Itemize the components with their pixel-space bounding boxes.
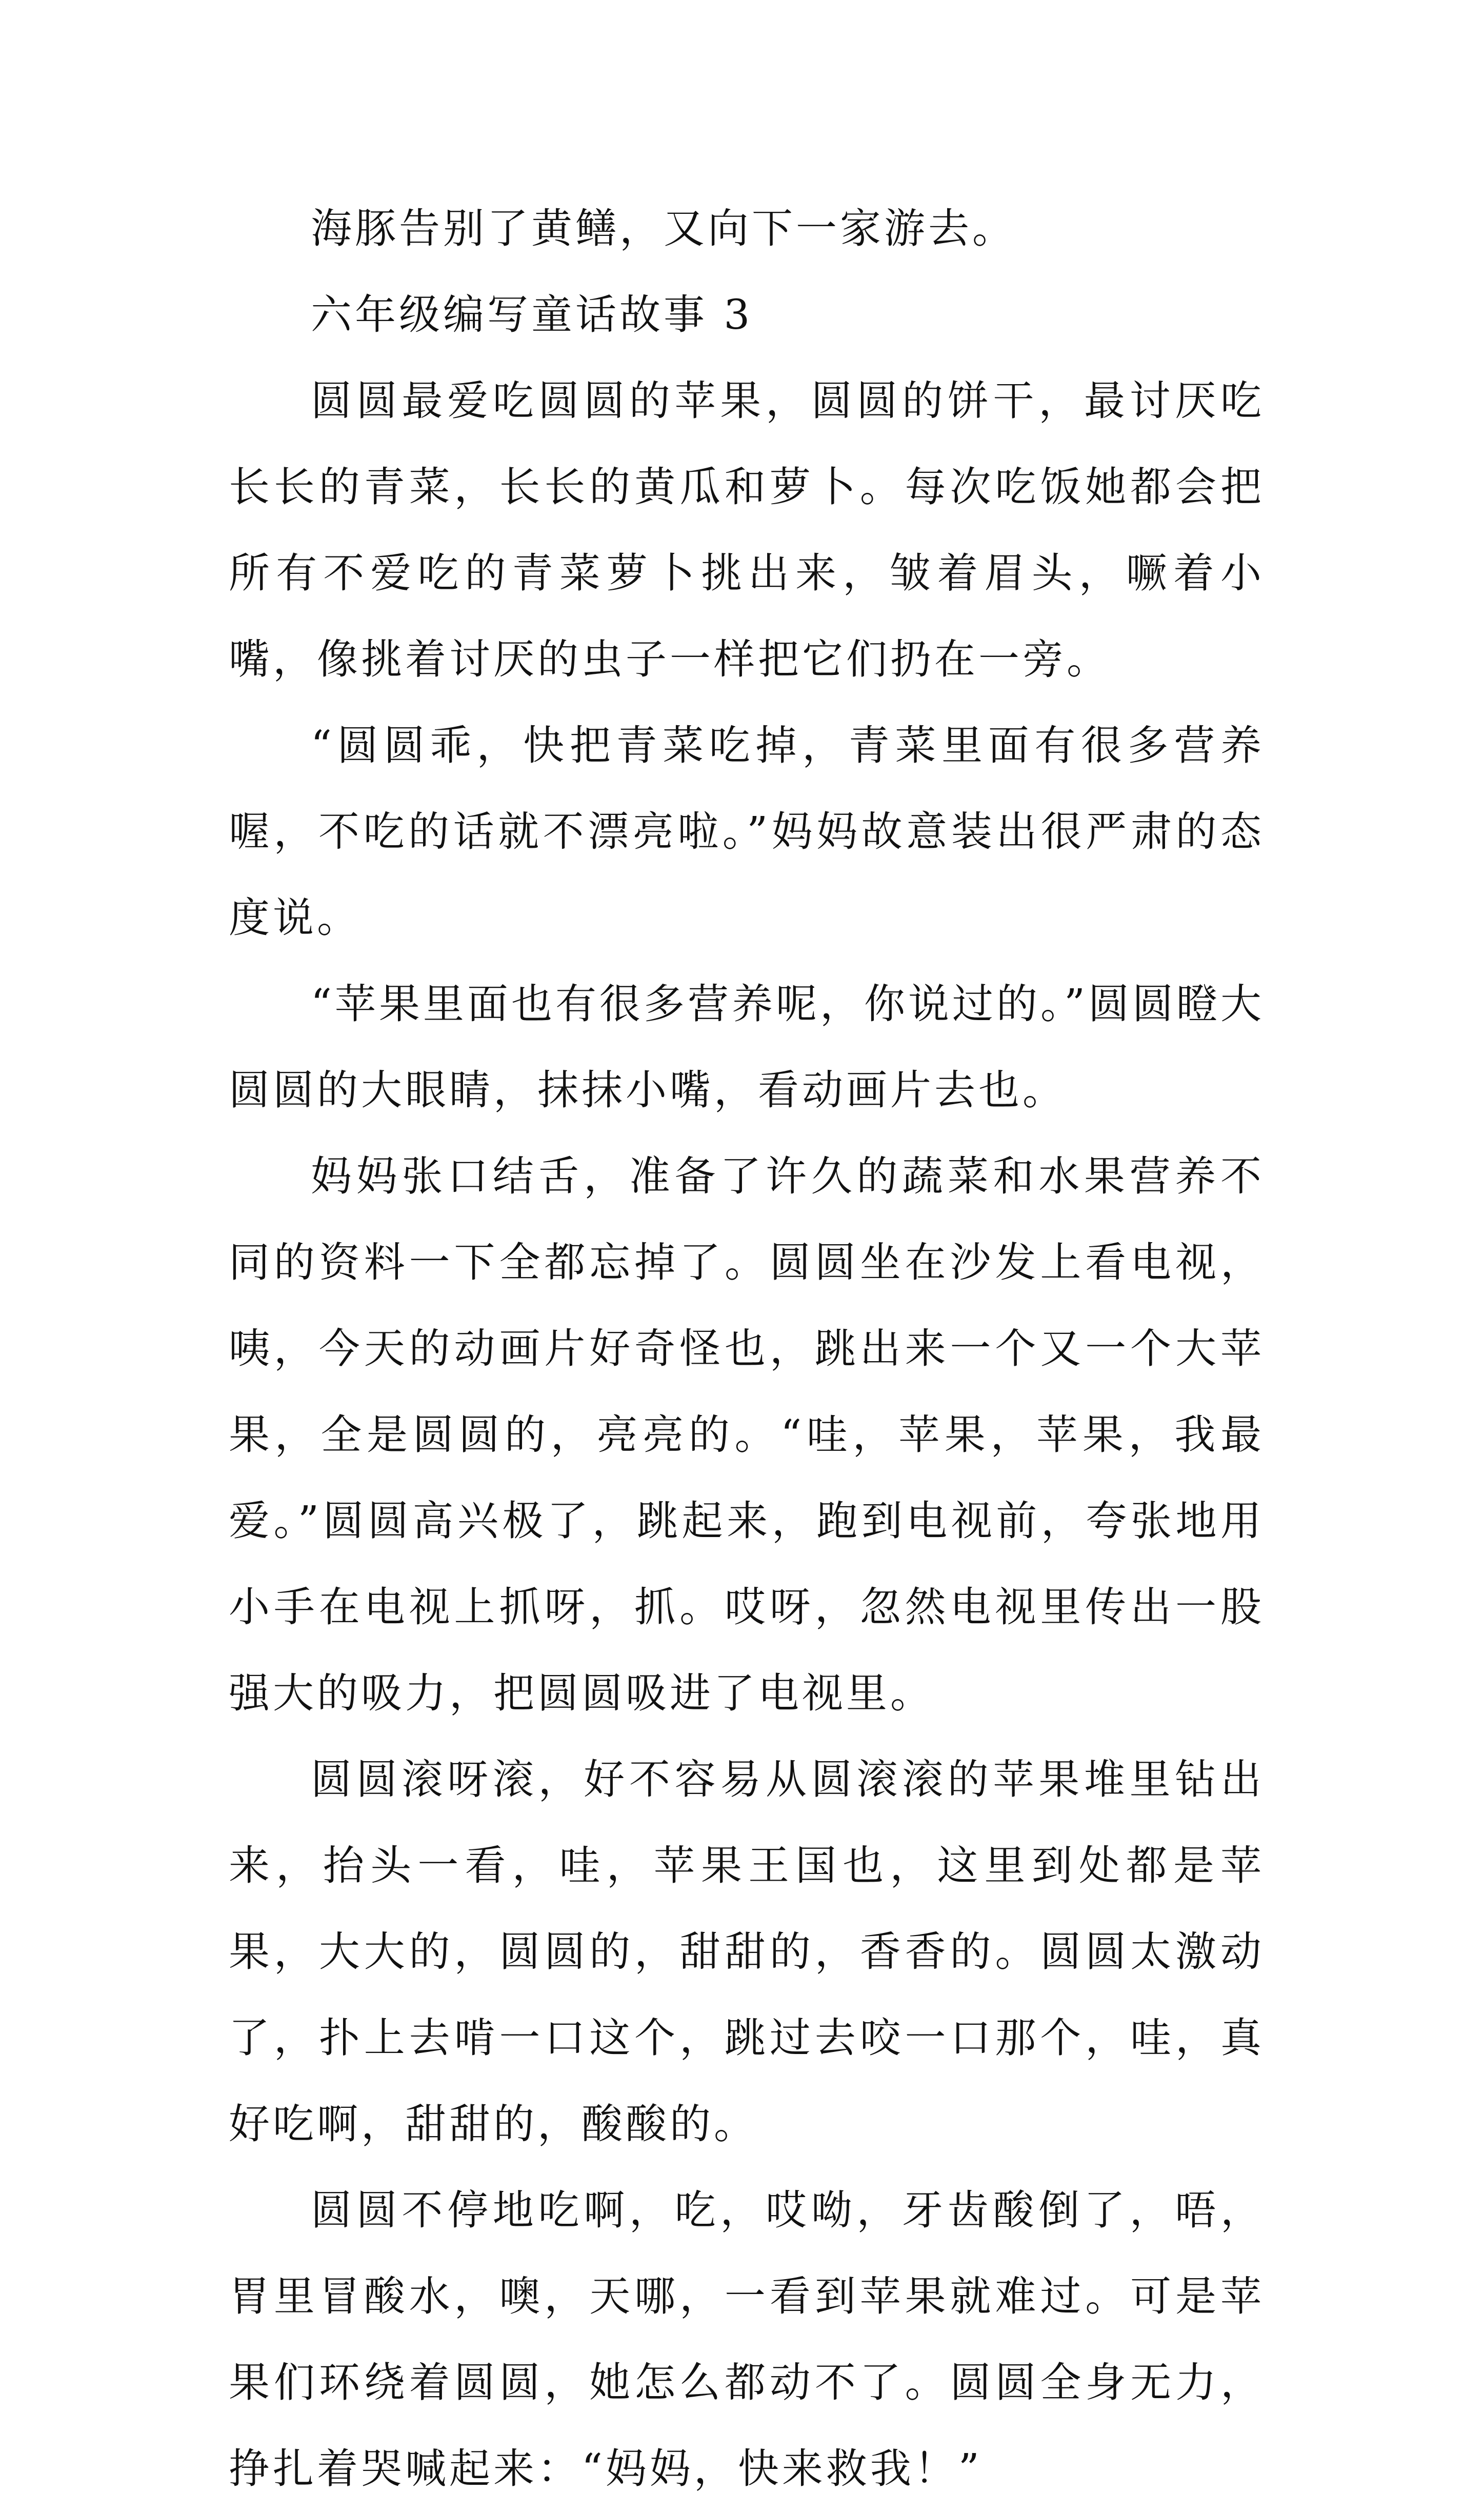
paragraph-into-tv: 妈妈张口结舌，准备了许久的蔬菜和水果营养不同的资料一下全都忘掉了。圆圆坐在沙发上看电视，咦，今天的动画片好奇怪也，跳出来一个又一个大苹果，全是圆圆的，亮亮的。“哇，苹果，苹果，我最爱。”圆圆高兴极了，跳起来，跑到电视前，夸张地用小手在电视上抓呀，抓。哎呀，忽然电视里传出一股强大的吸力，把圆圆吸进了电视里。 <box>229 1152 1265 1717</box>
paragraph-mother-speaks: “圆圆乖，快把青菜吃掉，青菜里面有很多营养喔，不吃的话就不漂亮啦。”妈妈故意装出很严肃的态度说。 <box>229 722 1265 942</box>
story-heading: 六年级编写童话故事 3 <box>311 291 753 338</box>
paragraph-apple-kingdom: 圆圆滚呀滚，好不容易从圆滚滚的苹果堆里钻出来，抬头一看，哇，苹果王国也，这里到处都是苹果，大大的，圆圆的，甜甜的，香香的。圆圆太激动了，扑上去啃一口这个，跳过去咬一口那个，哇，真好吃啊，甜甜的，酸酸的。 <box>229 1756 1265 2148</box>
document-body <box>229 186 1265 2512</box>
paragraph-cry-for-help: 圆圆不停地吃啊，吃，哎呦，牙齿酸倒了，唔，胃里冒酸水，噢，天哪，一看到苹果就难过。可是苹果们环绕着圆圆，她怎么都动不了。圆圆全身无力，挣扎着哭喊起来：“妈妈，快来救我！” <box>229 2186 1265 2493</box>
paragraph-yuanyuan-intro: 圆圆最爱吃圆圆的苹果，圆圆的饼干，最讨厌吃长长的青菜，长长的黄瓜和萝卜。每次吃饭她都会把所有不爱吃的青菜萝卜挑出来，皱着眉头，噘着小嘴，像挑着讨厌的虫子一样把它们扔在一旁。 <box>229 377 1265 683</box>
paragraph-yuanyuan-replies: “苹果里面也有很多营养呢，你说过的。”圆圆瞪大圆圆的大眼睛，抹抹小嘴，看动画片去也。 <box>229 980 1265 1114</box>
paragraph-dolphin-farewell: 海豚告别了黄鳝，又向下一家游去。 <box>311 205 1016 252</box>
